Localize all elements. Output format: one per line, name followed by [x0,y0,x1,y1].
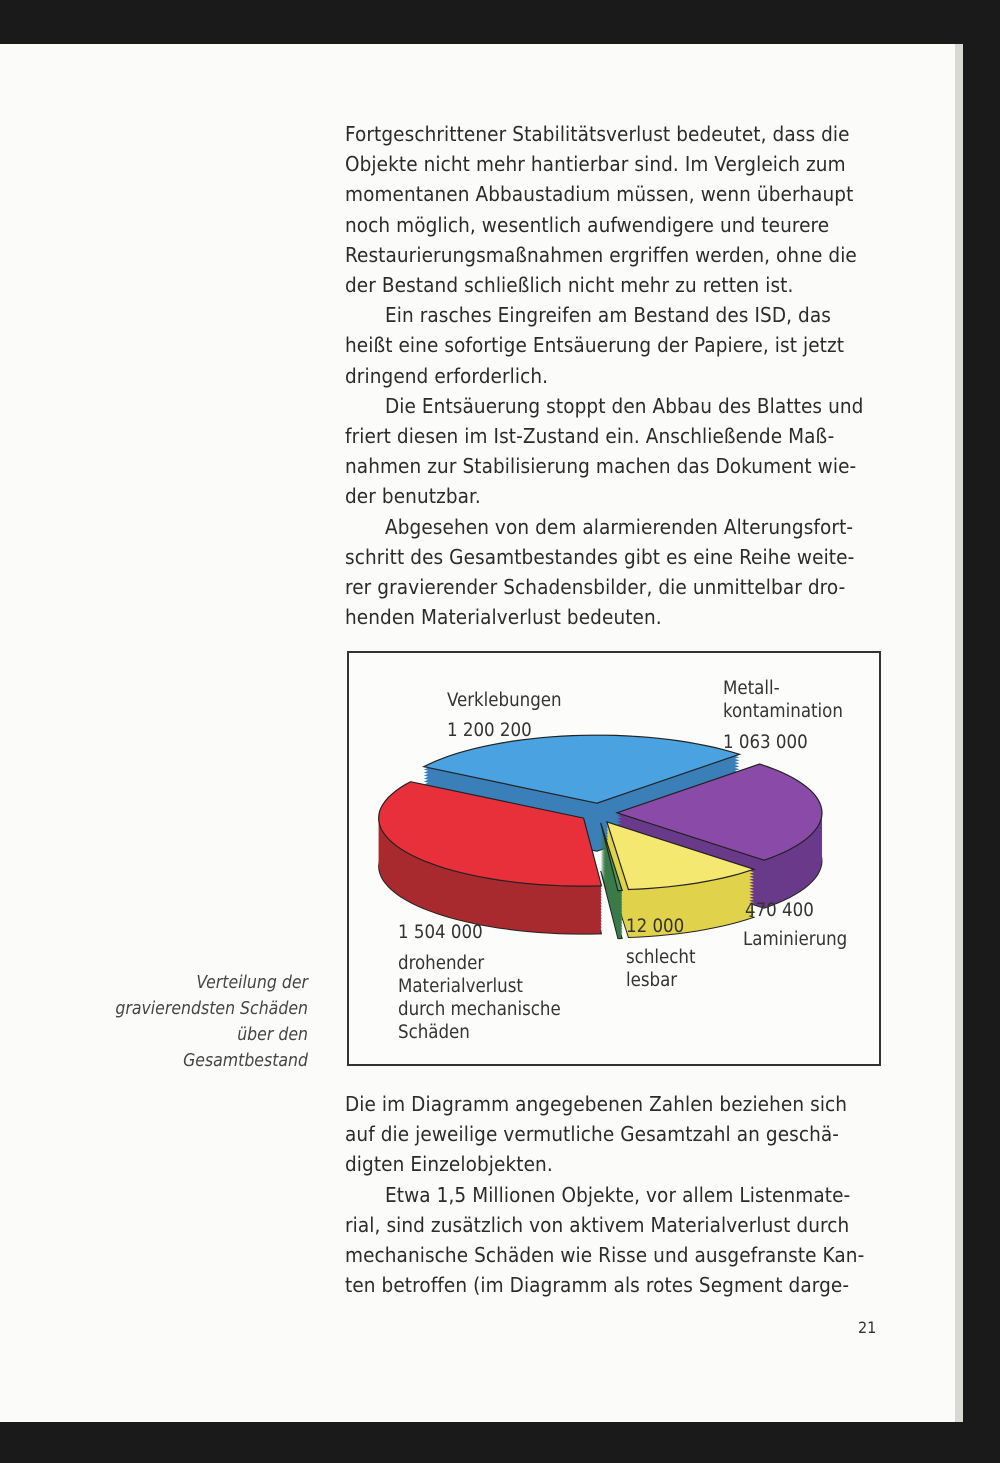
figure-caption [115,970,308,1074]
text-line: der Bestand schließlich nicht mehr zu retten ist. [345,273,794,298]
slice-name: schlecht [626,947,696,968]
body-text-bottom [345,1089,905,1300]
slice-name: Schäden [398,1022,470,1043]
label-metallkontamination [723,677,843,754]
slice-value: 1 063 000 [723,732,808,753]
caption-line: über den [237,1025,308,1045]
text-line: ten betroffen (im Diagramm als rotes Segment darge- [345,1273,850,1298]
text-line: Restaurierungsmaßnahmen ergriffen werden, ohne die [345,242,857,267]
text-line: schritt des Gesamtbestandes gibt es eine Reihe weite- [345,544,855,569]
slice-value: 1 504 000 [398,922,483,943]
caption-line: Verteilung der [196,973,308,993]
text-line: nahmen zur Stabilisierung machen das Dokument wie- [345,454,857,479]
text-line: friert diesen im Ist-Zustand ein. Anschließende Maß- [345,424,835,449]
text-line: dringend erforderlich. [345,363,549,388]
text-line: Objekte nicht mehr hantierbar sind. Im Vergleich zum [345,152,846,177]
label-verklebungen [447,689,562,742]
slice-value: 1 200 200 [447,720,532,741]
label-materialverlust [398,921,561,1044]
text-line: Die Entsäuerung stoppt den Abbau des Blattes und [385,393,864,418]
pie-chart [347,651,881,1066]
body-text-top [345,119,905,632]
text-line: rial, sind zusätzlich von aktivem Materialverlust durch [345,1212,850,1237]
caption-line: gravierendsten Schäden [115,999,308,1019]
text-line: mechanische Schäden wie Risse und ausgefranste Kan- [345,1243,865,1268]
text-line: Etwa 1,5 Millionen Objekte, vor allem Listenmate- [385,1182,851,1207]
slice-name: Materialverlust [398,976,523,997]
slice-name: kontamination [723,701,843,722]
caption-line: Gesamtbestand [183,1051,308,1071]
label-laminierung [743,899,847,951]
page-edge [955,44,963,1422]
slice-name: drohender [398,953,485,974]
text-line: momentanen Abbaustadium müssen, wenn überhaupt [345,182,854,207]
slice-value: 470 400 [745,900,814,921]
text-line: noch möglich, wesentlich aufwendigere und teurere [345,212,830,237]
text-line: digten Einzelobjekten. [345,1152,553,1177]
slice-name: Metall- [723,678,780,699]
page-number: 21 [858,1318,877,1337]
text-line: rer gravierender Schadensbilder, die unmittelbar dro- [345,575,846,600]
text-line: Fortgeschrittener Stabilitätsverlust bedeutet, dass die [345,122,850,146]
text-line: heißt eine sofortige Entsäuerung der Papiere, ist jetzt [345,333,845,358]
slice-name: Verklebungen [447,690,562,711]
text-line: auf die jeweilige vermutliche Gesamtzahl an geschä- [345,1122,840,1147]
slice-value: 12 000 [626,916,685,937]
slice-name: lesbar [626,970,678,991]
text-line: Abgesehen von dem alarmierenden Alterungsfort- [385,514,854,539]
label-schlecht-lesbar [626,915,695,992]
text-line: Ein rasches Eingreifen am Bestand des ISD, das [385,303,831,328]
text-line: henden Materialverlust bedeuten. [345,605,662,630]
text-line: der benutzbar. [345,484,481,509]
slice-name: Laminierung [743,929,848,950]
slice-name: durch mechanische [398,999,561,1020]
text-line: Die im Diagramm angegebenen Zahlen beziehen sich [345,1092,848,1116]
